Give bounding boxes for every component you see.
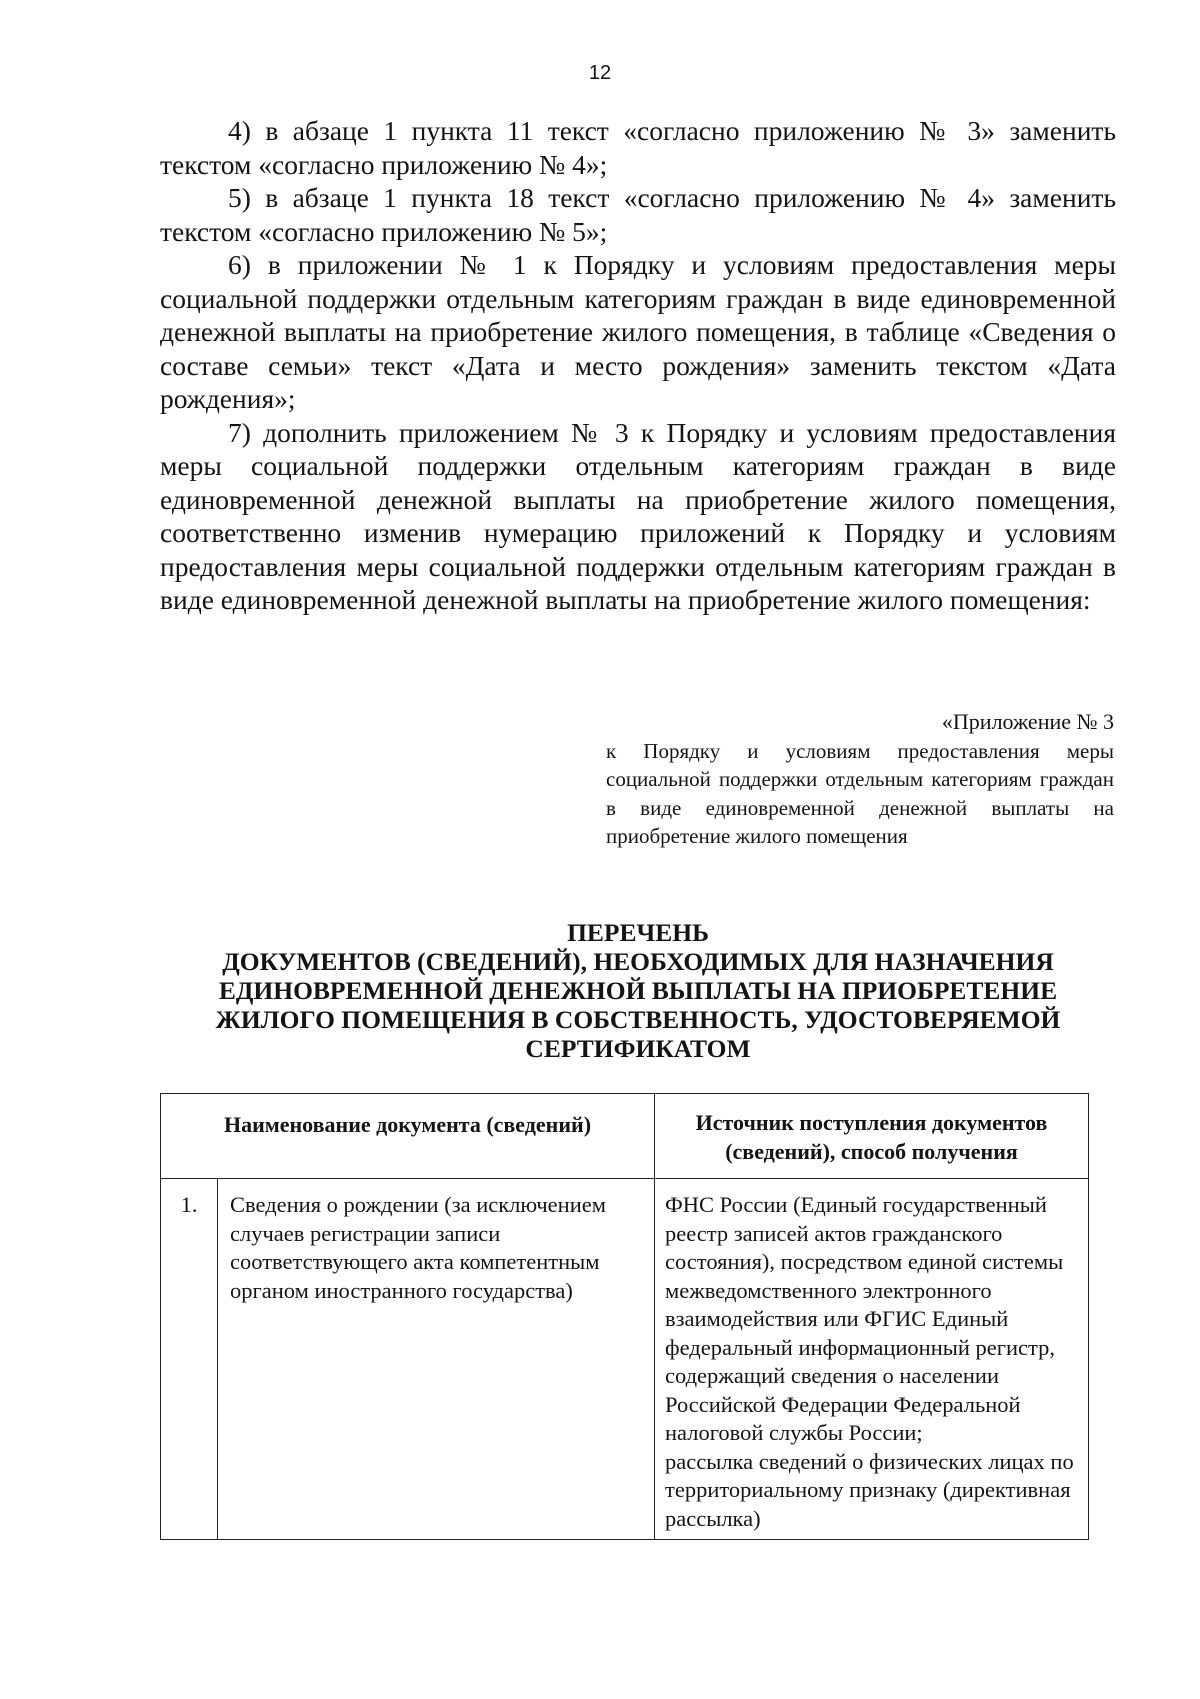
paragraph-item-4: 4) в абзаце 1 пункта 11 текст «согласно приложению № 3» заменить текстом «согласно приложению № 4»; xyxy=(160,115,1116,180)
row-number: 1. xyxy=(161,1179,218,1540)
table-row xyxy=(161,1179,1089,1540)
source-cell xyxy=(655,1179,1089,1540)
column-header-source: Источник поступления документов (сведений), способ получения xyxy=(655,1094,1089,1179)
paragraph-item-6: 6) в приложении № 1 к Порядку и условиям предоставления меры социальной поддержки отдельным категориям граждан в виде единовременной денежной выплаты на приобретение жилого помещения, в таблице «Сведения о составе семьи» текст «Дата и место рождения» заменить текстом «Дата рождения»; xyxy=(160,249,1116,414)
source-text-part-2: рассылка сведений о физических лицах по территориальному признаку (директивная рассылка) xyxy=(665,1448,1074,1531)
heading-line-5: СЕРТИФИКАТОМ xyxy=(525,1034,751,1063)
paragraph-item-5: 5) в абзаце 1 пункта 18 текст «согласно приложению № 4» заменить текстом «согласно приложению № 5»; xyxy=(160,182,1116,247)
appendix-reference: к Порядку и условиям предоставления меры социальной поддержки отдельным категориям граждан в виде единовременной денежной выплаты на приобретение жилого помещения xyxy=(606,738,1114,848)
appendix-header xyxy=(606,708,1114,851)
heading-line-4: ЖИЛОГО ПОМЕЩЕНИЯ В СОБСТВЕННОСТЬ, УДОСТОВЕРЯЕМОЙ xyxy=(215,1005,1061,1034)
appendix-title: «Приложение № 3 xyxy=(941,709,1114,734)
documents-table xyxy=(160,1093,1089,1540)
column-header-document-name: Наименование документа (сведений) xyxy=(161,1094,655,1179)
document-name-cell: Сведения о рождении (за исключением случаев регистрации записи соответствующего акта компетентным органом иностранного государства) xyxy=(218,1179,655,1540)
table-header-row xyxy=(161,1094,1089,1179)
page-number: 12 xyxy=(588,62,612,84)
document-list-heading xyxy=(160,918,1116,1063)
heading-line-1: ПЕРЕЧЕНЬ xyxy=(567,918,709,947)
source-text-part-1: ФНС России (Единый государственный реестр записей актов гражданского состояния), посредством единой системы межведомственного электронного взаимодействия или ФГИС Единый федеральный информационный регистр, содержащий сведения о населении Российской Федерации Федеральной налоговой службы России; xyxy=(665,1192,1064,1445)
heading-line-2: ДОКУМЕНТОВ (СВЕДЕНИЙ), НЕОБХОДИМЫХ ДЛЯ НАЗНАЧЕНИЯ xyxy=(222,947,1054,976)
body-text xyxy=(160,114,1116,617)
paragraph-item-7: 7) дополнить приложением № 3 к Порядку и условиям предоставления меры социальной поддержки отдельным категориям граждан в виде единовременной денежной выплаты на приобретение жилого помещения, соответственно изменив нумерацию приложений к Порядку и условиям предоставления меры социальной поддержки отдельным категориям граждан в виде единовременной денежной выплаты на приобретение жилого помещения: xyxy=(160,416,1116,615)
heading-line-3: ЕДИНОВРЕМЕННОЙ ДЕНЕЖНОЙ ВЫПЛАТЫ НА ПРИОБРЕТЕНИЕ xyxy=(218,976,1058,1005)
